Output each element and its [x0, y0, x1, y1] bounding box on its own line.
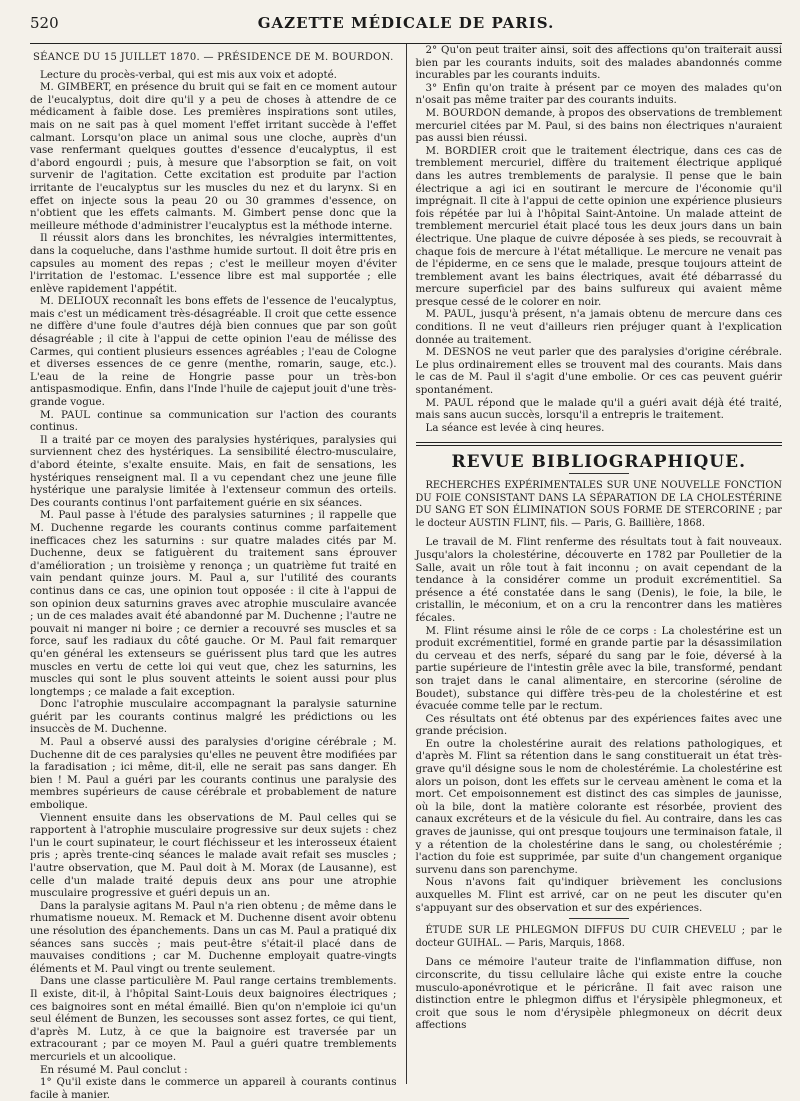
book-citation: ÉTUDE SUR LE PHLEGMON DIFFUS DU CUIR CHEVELU ; par le docteur GUIHAL. — Paris, Marquis, 1868. — [415, 925, 782, 949]
page-number: 520 — [30, 14, 59, 32]
paragraph: M. Flint résume ainsi le rôle de ce corps : La cholestérine est un produit excrémentitiel, formé en grande partie par la désassimilation du cerveau et des nerfs, séparé du sang par le foie, déversé à la partie supérieure de l'intestin grêle avec la bile, transformé, pendant son trajet dans le canal alimentaire, en stercorine (séroline de Boudet), substance qui diffère très-peu de la cholestérine et est évacuée comme telle par le rectum. — [415, 624, 782, 713]
paragraph: Lecture du procès-verbal, qui est mis aux voix et adopté. — [40, 68, 337, 81]
title-underline — [569, 473, 629, 474]
paragraph: M. PAUL répond que le malade qu'il a guéri avait déjà été traité, mais sans aucun succès, lorsqu'il a entrepris le traitement. — [415, 396, 782, 422]
paragraph: 2° Qu'on peut traiter ainsi, soit des affections qu'on traiterait aussi bien par les courants induits, soit des malades abandonnés comme incurables par les courants induits. — [415, 44, 782, 82]
paragraph: 3° Enfin qu'on traite à présent par ce moyen des malades qu'on n'osait pas même traiter par des courants induits. — [415, 81, 782, 107]
paragraph: 1° Qu'il existe dans le commerce un appareil à courants continus facile à manier. — [30, 1076, 397, 1101]
paragraph: Dans ce mémoire l'auteur traite de l'inflammation diffuse, non circonscrite, du tissu cellulaire lâche qui existe entre la couche musculo-aponévrotique et le péricrâne. Il fait avec raison une distinction entre le phlegmon diffus et l'érysipèle phlegmoneux, et croit que sous le nom d'érysipèle phlegmoneux on décrit deux affections — [415, 956, 782, 1032]
paragraph: M. DESNOS ne veut parler que des paralysies d'origine cérébrale. Le plus ordinairement elles se trouvent mal des courants. Mais dans le cas de M. Paul il s'agit d'une embolie. Or ces cas peuvent guérir spontanément. — [415, 346, 782, 397]
left-column — [30, 44, 406, 1101]
section-divider — [416, 442, 783, 446]
right-column — [406, 44, 783, 1084]
paragraph: M. BOURDON demande, à propos des observations de tremblement mercuriel citées par M. Paul, si des bains non électriques n'auraient pas aussi bien réussi. — [415, 106, 782, 145]
paragraph: M. PAUL, jusqu'à présent, n'a jamais obtenu de mercure dans ces conditions. Il ne veut d'ailleurs rien préjuger quant à l'explication donnée au traitement. — [415, 308, 782, 346]
paragraph: M. Paul a observé aussi des paralysies d'origine cérébrale ; M. Duchenne dit de ces paralysies qu'elles ne peuvent être modifiées par la faradisation ; ici même, dit-il, elle ne serait pas sans danger. Eh bien ! M. Paul a guéri par les courants continus une paralysie des membres supérieurs de cause cérébrale et probablement de nature embolique. — [30, 736, 397, 812]
paragraph: M. BORDIER croit que le traitement électrique, dans ces cas de tremblement mercuriel, diffère du traitement électrique appliqué dans les autres tremblements de paralysie. Il pense que le bain électrique a agi ici en soutirant le mercure de l'économie qu'il imprégnait. Il cite à l'appui de cette opinion une expérience plusieurs fois répétée par lui à l'hôpital Saint-Antoine. Un malade atteint de tremblement mercuriel était placé tous les deux jours dans un bain électrique. Une plaque de cuivre déposée à ses pieds, se recouvrait à chaque fois de mercure à l'état métallique. Le mercure ne venait pas de l'épiderme, en ce sens que le malade, presque toujours atteint de tremblement avant les bains électriques, avait été débarrassé du mercure superficiel par des bains sulfureux qui avaient même presque cessé de le colorer en noir. — [415, 144, 782, 308]
paragraph: La séance est levée à cinq heures. — [425, 421, 605, 434]
paragraph: Il réussit alors dans les bronchites, les névralgies intermittentes, dans la coqueluche, dans l'asthme humide surtout. Il doit être pris en capsules au moment des repas ; c'est le meilleur moyen d'éviter l'irritation de l'estomac. L'essence libre est mal supportée ; elle enlève rapidement l'appétit. — [30, 232, 397, 295]
paragraph: En résumé M. Paul conclut : — [40, 1063, 188, 1076]
paragraph: Le travail de M. Flint renferme des résultats tout à fait nouveaux. Jusqu'alors la cholestérine, découverte en 1782 par Poulletier de la Salle, avait un rôle tout à fait inconnu ; on avait cependant de la tendance à la considérer comme un produit excrémentitiel. Sa présence a été constatée dans le sang (Denis), le foie, la bile, le cristallin, le méconium, et on a cru la rencontrer dans les matières fécales. — [415, 536, 782, 624]
paragraph: En outre la cholestérine aurait des relations pathologiques, et d'après M. Flint sa rétention dans le sang constituerait un état très-grave qu'il désigne sous le nom de cholestérémie. La cholestérine est alors un poison, dont les effets sur le cerveau amènent le coma et la mort. Cet empoisonnement est distinct des cas simples de jaunisse, où la bile, dont la matière colorante est résorbée, provient des canaux excréteurs et de la vésicule du fiel. Au contraire, dans les cas graves de jaunisse, qui ont presque toujours une terminaison fatale, il y a rétention de la cholestérine dans le sang, ou cholestérémie ; l'action du foie est supprimée, par suite d'un changement organique survenu dans son parenchyme. — [415, 737, 782, 876]
paragraph: Dans la paralysie agitans M. Paul n'a rien obtenu ; de même dans le rhumatisme noueux. M. Remack et M. Duchenne disent avoir obtenu une résolution des épanchements. Dans un cas M. Paul a pratiqué dix séances sans succès ; mais peut-être s'était-il placé dans de mauvaises conditions ; car M. Duchenne employait quatre-vingts éléments et M. Paul vingt ou trente seulement. — [30, 899, 397, 975]
paragraph: M. Paul passe à l'étude des paralysies saturnines ; il rappelle que M. Duchenne regarde les courants continus comme parfaitement inefficaces chez les saturnins : sur quatre malades cités par M. Duchenne, deux se fatiguèrent du traitement sans éprouver d'amélioration ; un troisième y renonça ; un quatrième fut traité en vain pendant quinze jours. M. Paul a, sur l'utilité des courants continus dans ce cas, une opinion tout opposée : il cite à l'appui de son opinion deux saturnins graves avec atrophie musculaire avancée ; un de ces malades avait été abandonné par M. Duchenne ; l'autre ne pouvait ni manger ni boire ; ce dernier a recouvré ses muscles et sa force, sauf les radiaux du côté gauche. Or M. Paul fait remarquer qu'en général les extenseurs se guérissent plus tard que les autres muscles en vertu de cette loi qui veut que, chez les saturnins, les muscles qui sont le plus souvent atteints le soient aussi pour plus longtemps ; ce malade a fait exception. — [30, 509, 397, 698]
page-header — [30, 14, 782, 44]
book-citation: RECHERCHES EXPÉRIMENTALES SUR UNE NOUVELLE FONCTION DU FOIE CONSISTANT DANS LA SÉPARATION DE LA CHOLESTÉRINE DU SANG ET SON ÉLIMINATION SOUS FORME DE STERCORINE ; par le docteur AUSTIN FLINT, fils. — Paris, G. Baillière, 1868. — [415, 480, 782, 529]
masthead-title: GAZETTE MÉDICALE DE PARIS. — [257, 14, 555, 32]
paragraph: M. GIMBERT, en présence du bruit qui se fait en ce moment autour de l'eucalyptus, doit dire qu'il y a peu de choses à attendre de ce médicament à faible dose. Les premières inspirations sont utiles, mais on ne sait pas à quel moment l'effet irritant succède à l'effet calmant. Lorsqu'on place un animal sous une cloche, auprès d'un vase renfermant quelques gouttes d'essence d'eucalyptus, il est d'abord engourdi ; puis, à mesure que l'absorption se fait, on voit survenir de l'agitation. Cette excitation est produite par l'action irritante de l'eucalyptus sur les muscles du nez et du larynx. Si en effet on injecte sous la peau 20 ou 30 grammes d'essence, on n'obtient que les effets calmants. M. Gimbert pense donc que la meilleure méthode d'administrer l'eucalyptus est la méthode interne. — [30, 81, 397, 232]
paragraph: Ces résultats ont été obtenus par des expériences faites avec une grande précision. — [415, 712, 782, 738]
paragraph: Viennent ensuite dans les observations de M. Paul celles qui se rapportent à l'atrophie musculaire progressive sur deux sujets : chez l'un le court supinateur, le court fléchisseur et les interosseux étaient pris ; après trente-cinq séances le malade avait refait ses muscles ; l'autre observation, que M. Paul doit à M. Morax (de Lausanne), est celle d'un malade traité depuis deux ans pour une atrophie musculaire progressive et guéri depuis un an. — [30, 811, 397, 900]
paragraph: M. PAUL continue sa communication sur l'action des courants continus. — [30, 408, 397, 434]
paragraph: Dans une classe particulière M. Paul range certains tremblements. Il existe, dit-il, à l'hôpital Saint-Louis deux baignoires électriques ; ces baignoires sont en métal émaillé. Bien qu'on n'emploie ici qu'un seul élément de Bunzen, les secousses sont assez fortes, ce qui tient, d'après M. Lutz, à ce que la baignoire est traversée par un extracourant ; par ce moyen M. Paul a guéri quatre tremblements mercuriels et un alcoolique. — [30, 975, 397, 1063]
paragraph: M. DELIOUX reconnaît les bons effets de l'essence de l'eucalyptus, mais c'est un médicament très-désagréable. Il croit que cette essence ne diffère d'une foule d'autres déjà bien connues que par son goût désagréable ; il cite à l'appui de cette opinion l'eau de mélisse des Carmes, qui contient plusieurs essences agréables ; l'eau de Cologne et diverses essences de ce genre (menthe, romarin, sauge, etc.). L'eau de la reine de Hongrie passe pour un très-bon antispasmodique. Enfin, dans l'Inde l'huile de cajeput jouit d'une très-grande vogue. — [30, 295, 397, 409]
session-heading: SÉANCE DU 15 JUILLET 1870. — PRÉSIDENCE DE M. BOURDON. — [32, 52, 394, 63]
paragraph: Il a traité par ce moyen des paralysies hystériques, paralysies qui surviennent chez des hystériques. La sensibilité électro-musculaire, d'abord éteinte, s'exalte ensuite. Mais, en fait de sensations, les hystériques renseignent mal. Il a vu cependant chez une jeune fille hystérique une paralysie limitée à l'extenseur commun des orteils. Des courants continus l'ont parfaitement guérie en six séances. — [30, 433, 397, 509]
section-title: REVUE BIBLIOGRAPHIQUE. — [451, 452, 747, 473]
separator — [569, 918, 629, 919]
paragraph: Nous n'avons fait qu'indiquer brièvement les conclusions auxquelles M. Flint est arrivé, car on ne peut les discuter qu'en s'appuyant sur des observation et sur des expériences. — [415, 876, 782, 914]
paragraph: Donc l'atrophie musculaire accompagnant la paralysie saturnine guérit par les courants continus malgré les prédictions ou les insuccès de M. Duchenne. — [30, 698, 397, 736]
